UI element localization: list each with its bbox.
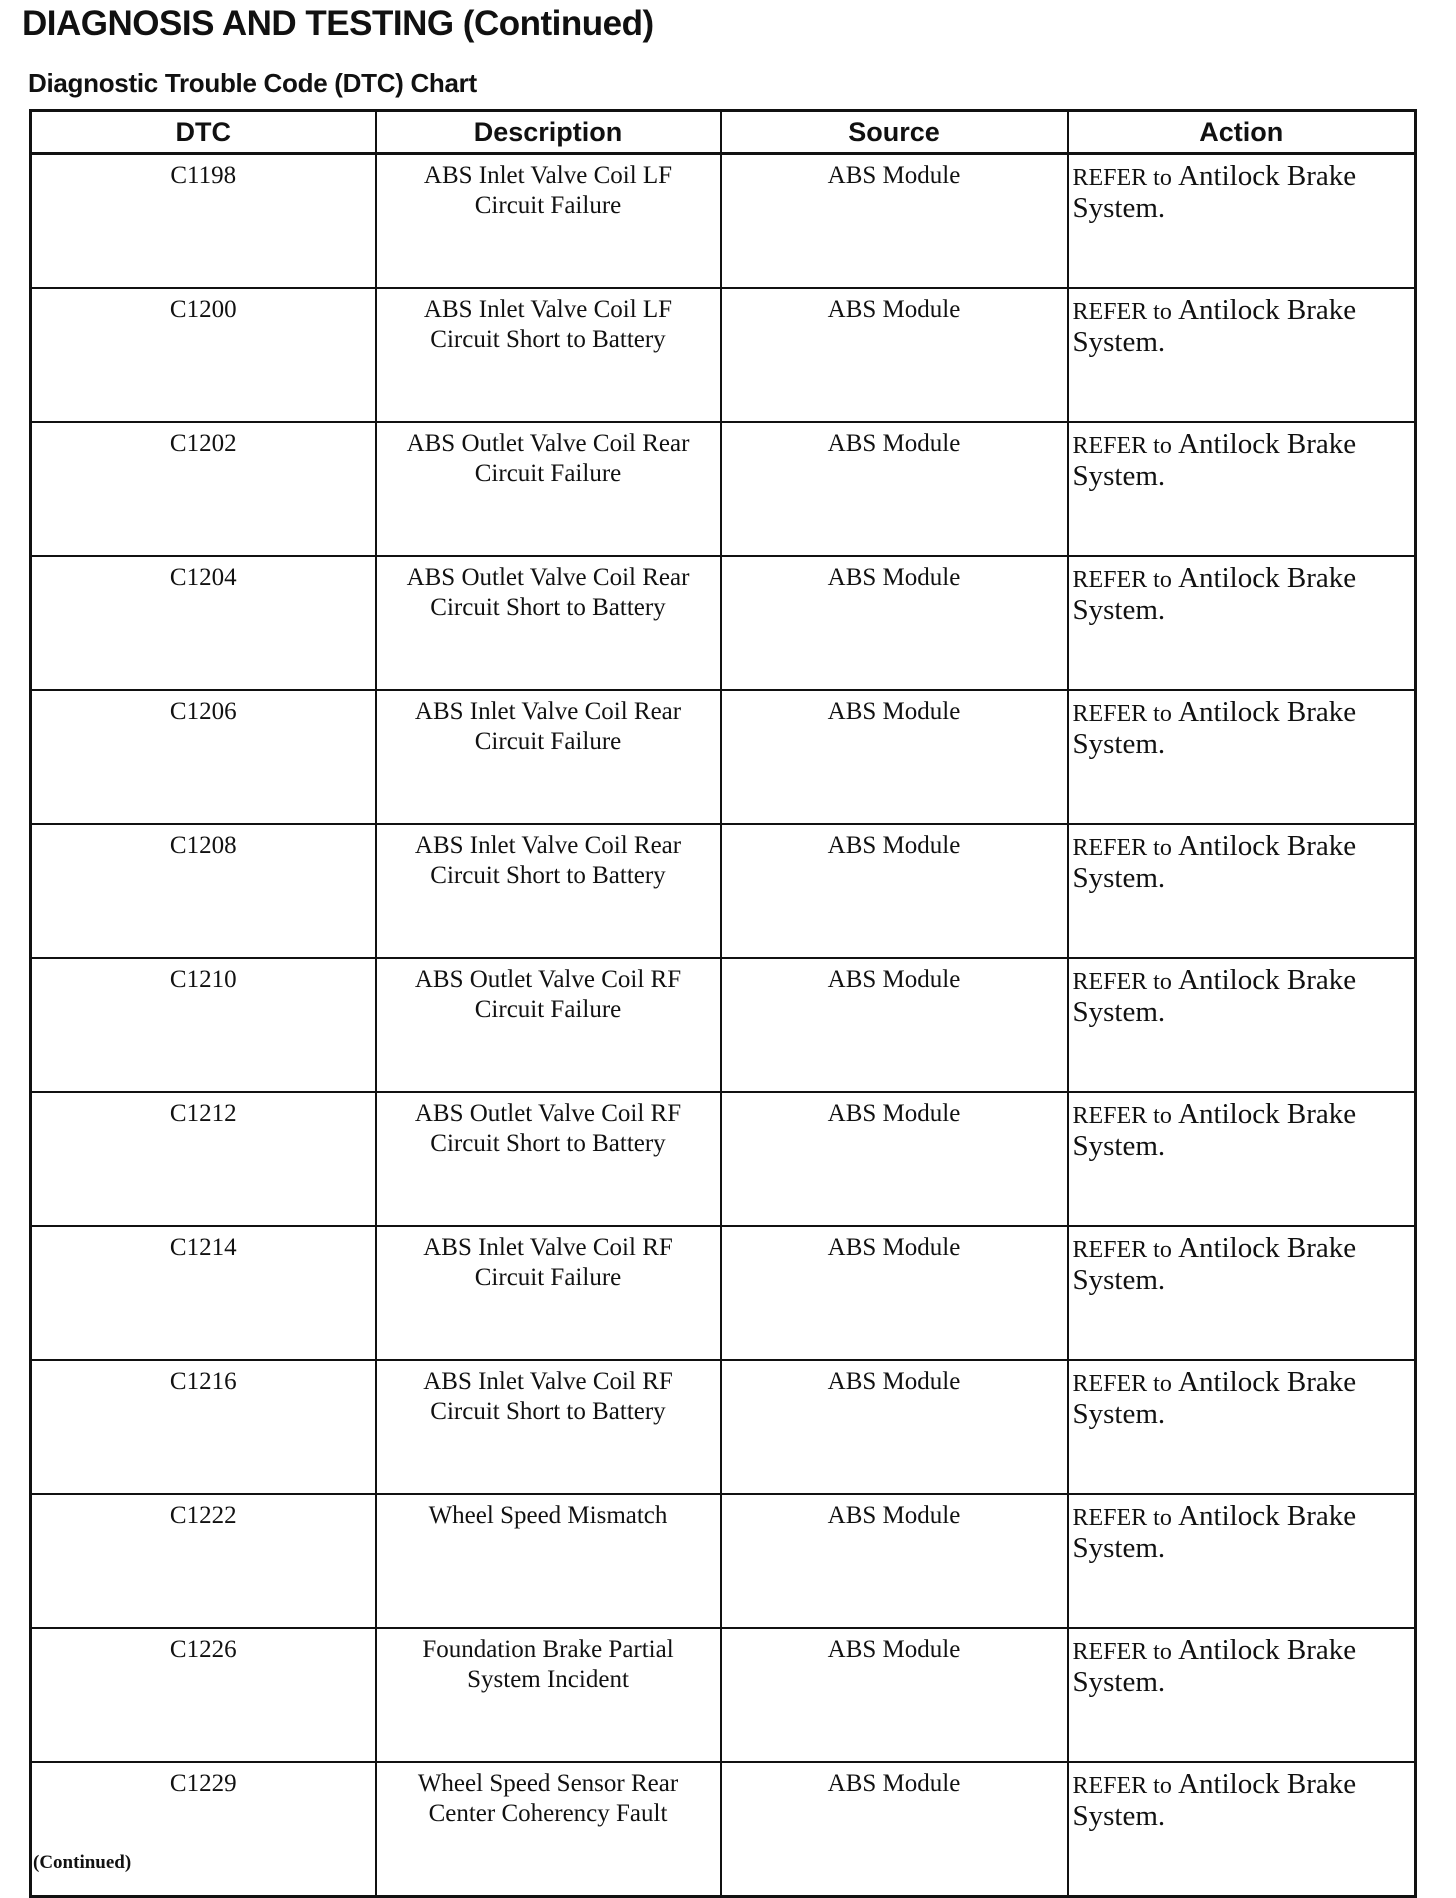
- action-cell: [1068, 154, 1416, 289]
- source-text: ABS Module: [827, 162, 961, 189]
- description-line-2: Center Coherency Fault: [428, 1800, 668, 1827]
- source-text: ABS Module: [827, 1368, 961, 1395]
- description-cell: [376, 422, 721, 556]
- dtc-code: C1208: [169, 832, 237, 859]
- dtc-code: C1229: [169, 1770, 237, 1797]
- action-target-line-2: System.: [1072, 1532, 1166, 1564]
- dtc-code: C1198: [170, 162, 237, 189]
- description-line-2: Circuit Failure: [474, 460, 622, 487]
- table-row: [31, 154, 1416, 289]
- continued-note: (Continued): [33, 1852, 132, 1873]
- source-cell: [721, 1628, 1068, 1762]
- description-line-1: ABS Outlet Valve Coil Rear: [406, 564, 690, 591]
- action-target-line-2: System.: [1072, 1800, 1166, 1832]
- description-cell: [376, 1762, 721, 1897]
- table-row: [31, 1092, 1416, 1226]
- action-cell: [1068, 1226, 1416, 1360]
- action-cell: [1068, 958, 1416, 1092]
- description-cell: [376, 1628, 721, 1762]
- dtc-code-cell: [31, 690, 376, 824]
- dtc-code-cell: [31, 958, 376, 1092]
- dtc-code-cell: [31, 1628, 376, 1762]
- dtc-code-cell: [31, 1226, 376, 1360]
- action-target-line-2: System.: [1072, 1264, 1166, 1296]
- action-refer-text: REFER to: [1072, 1773, 1172, 1799]
- dtc-table: [29, 109, 1417, 1898]
- action-target-line-2: System.: [1072, 862, 1166, 894]
- source-cell: [721, 958, 1068, 1092]
- action-target-link[interactable]: Antilock Brake: [1178, 696, 1357, 728]
- page-title: DIAGNOSIS AND TESTING (Continued): [22, 4, 654, 43]
- section-title: Diagnostic Trouble Code (DTC) Chart: [28, 68, 477, 98]
- action-target-link[interactable]: Antilock Brake: [1178, 160, 1357, 192]
- description-line-1: Foundation Brake Partial: [422, 1636, 674, 1663]
- source-cell: [721, 1494, 1068, 1628]
- description-line-1: ABS Outlet Valve Coil RF: [414, 966, 682, 993]
- action-refer-text: REFER to: [1072, 969, 1172, 995]
- action-refer-text: REFER to: [1072, 835, 1172, 861]
- action-refer-text: REFER to: [1072, 701, 1172, 727]
- action-refer-text: REFER to: [1072, 1505, 1172, 1531]
- dtc-code-cell: [31, 556, 376, 690]
- description-line-2: Circuit Failure: [474, 728, 622, 755]
- table-row: [31, 556, 1416, 690]
- dtc-code: C1200: [169, 296, 237, 323]
- action-target-line-2: System.: [1072, 1130, 1166, 1162]
- dtc-code-cell: [31, 824, 376, 958]
- description-line-1: ABS Outlet Valve Coil RF: [414, 1100, 682, 1127]
- table-row: [31, 958, 1416, 1092]
- source-text: ABS Module: [827, 1234, 961, 1261]
- action-refer-text: REFER to: [1072, 165, 1172, 191]
- description-line-1: Wheel Speed Mismatch: [428, 1502, 668, 1529]
- action-target-link[interactable]: Antilock Brake: [1178, 562, 1357, 594]
- description-cell: [376, 556, 721, 690]
- description-cell: [376, 288, 721, 422]
- dtc-code: C1216: [169, 1368, 237, 1395]
- action-refer-text: REFER to: [1072, 1237, 1172, 1263]
- description-line-1: ABS Inlet Valve Coil RF: [423, 1234, 673, 1261]
- action-cell: [1068, 1628, 1416, 1762]
- description-line-1: ABS Inlet Valve Coil LF: [423, 162, 673, 189]
- dtc-code-cell: [31, 1360, 376, 1494]
- description-line-1: ABS Inlet Valve Coil Rear: [414, 698, 682, 725]
- dtc-code-cell: [31, 1092, 376, 1226]
- source-cell: [721, 556, 1068, 690]
- source-cell: [721, 154, 1068, 289]
- action-cell: [1068, 288, 1416, 422]
- description-cell: [376, 1092, 721, 1226]
- action-target-line-2: System.: [1072, 326, 1166, 358]
- description-line-2: Circuit Short to Battery: [430, 1130, 666, 1157]
- source-text: ABS Module: [827, 698, 961, 725]
- source-text: ABS Module: [827, 1770, 961, 1797]
- action-cell: [1068, 1494, 1416, 1628]
- dtc-code-cell: [31, 154, 376, 289]
- table-row: [31, 1360, 1416, 1494]
- source-text: ABS Module: [827, 1636, 961, 1663]
- action-target-link[interactable]: Antilock Brake: [1178, 964, 1357, 996]
- source-cell: [721, 422, 1068, 556]
- action-target-link[interactable]: Antilock Brake: [1178, 1634, 1357, 1666]
- dtc-code: C1204: [169, 564, 237, 591]
- action-refer-text: REFER to: [1072, 567, 1172, 593]
- source-text: ABS Module: [827, 564, 961, 591]
- action-target-link[interactable]: Antilock Brake: [1178, 1098, 1357, 1130]
- action-cell: [1068, 824, 1416, 958]
- source-text: ABS Module: [827, 430, 961, 457]
- description-line-2: Circuit Short to Battery: [430, 862, 666, 889]
- description-cell: [376, 1226, 721, 1360]
- source-text: ABS Module: [827, 1100, 961, 1127]
- action-target-link[interactable]: Antilock Brake: [1178, 1232, 1357, 1264]
- table-row: [31, 422, 1416, 556]
- dtc-code-cell: [31, 422, 376, 556]
- action-cell: [1068, 690, 1416, 824]
- dtc-code: C1222: [169, 1502, 237, 1529]
- description-cell: [376, 690, 721, 824]
- column-header-dtc: DTC: [31, 111, 376, 154]
- source-text: ABS Module: [827, 966, 961, 993]
- action-cell: [1068, 1360, 1416, 1494]
- description-line-1: Wheel Speed Sensor Rear: [417, 1770, 679, 1797]
- description-line-1: ABS Inlet Valve Coil RF: [423, 1368, 673, 1395]
- action-target-link[interactable]: Antilock Brake: [1178, 1366, 1357, 1398]
- source-cell: [721, 1226, 1068, 1360]
- action-refer-text: REFER to: [1072, 1103, 1172, 1129]
- description-line-2: Circuit Failure: [474, 996, 622, 1023]
- action-cell: [1068, 1762, 1416, 1897]
- table-row: [31, 1762, 1416, 1897]
- action-refer-text: REFER to: [1072, 433, 1172, 459]
- description-line-2: Circuit Short to Battery: [430, 326, 666, 353]
- action-cell: [1068, 556, 1416, 690]
- description-line-2: Circuit Failure: [474, 1264, 622, 1291]
- source-cell: [721, 1360, 1068, 1494]
- source-text: ABS Module: [827, 1502, 961, 1529]
- source-cell: [721, 1762, 1068, 1897]
- table-header-row: [31, 111, 1416, 154]
- source-cell: [721, 288, 1068, 422]
- description-line-2: System Incident: [467, 1666, 629, 1693]
- description-cell: [376, 958, 721, 1092]
- action-refer-text: REFER to: [1072, 1639, 1172, 1665]
- table-row: [31, 1628, 1416, 1762]
- dtc-code-cell: [31, 1762, 376, 1897]
- dtc-code: C1226: [169, 1636, 237, 1663]
- description-line-1: ABS Inlet Valve Coil LF: [423, 296, 673, 323]
- dtc-code: C1212: [169, 1100, 237, 1127]
- description-line-1: ABS Outlet Valve Coil Rear: [406, 430, 690, 457]
- description-line-1: ABS Inlet Valve Coil Rear: [414, 832, 682, 859]
- description-cell: [376, 1360, 721, 1494]
- dtc-code: C1206: [169, 698, 237, 725]
- action-target-line-2: System.: [1072, 594, 1166, 626]
- table-row: [31, 1494, 1416, 1628]
- dtc-code-cell: [31, 1494, 376, 1628]
- description-line-2: Circuit Failure: [474, 192, 622, 219]
- table-row: [31, 288, 1416, 422]
- action-cell: [1068, 422, 1416, 556]
- description-cell: [376, 154, 721, 289]
- source-text: ABS Module: [827, 296, 961, 323]
- source-text: ABS Module: [827, 832, 961, 859]
- column-header-action: Action: [1068, 111, 1416, 154]
- action-cell: [1068, 1092, 1416, 1226]
- column-header-description: Description: [376, 111, 721, 154]
- dtc-code: C1214: [169, 1234, 237, 1261]
- action-target-line-2: System.: [1072, 192, 1166, 224]
- table-body: [31, 154, 1416, 1897]
- action-refer-text: REFER to: [1072, 299, 1172, 325]
- table-row: [31, 824, 1416, 958]
- source-cell: [721, 1092, 1068, 1226]
- description-cell: [376, 824, 721, 958]
- action-target-link[interactable]: Antilock Brake: [1178, 830, 1357, 862]
- action-target-link[interactable]: Antilock Brake: [1178, 428, 1357, 460]
- action-target-line-2: System.: [1072, 460, 1166, 492]
- dtc-code: C1210: [169, 966, 237, 993]
- table-row: [31, 690, 1416, 824]
- dtc-code: C1202: [169, 430, 237, 457]
- action-target-line-2: System.: [1072, 1666, 1166, 1698]
- source-cell: [721, 690, 1068, 824]
- column-header-source: Source: [721, 111, 1068, 154]
- action-target-link[interactable]: Antilock Brake: [1178, 294, 1357, 326]
- description-cell: [376, 1494, 721, 1628]
- table-row: [31, 1226, 1416, 1360]
- action-target-line-2: System.: [1072, 996, 1166, 1028]
- action-target-line-2: System.: [1072, 728, 1166, 760]
- action-refer-text: REFER to: [1072, 1371, 1172, 1397]
- source-cell: [721, 824, 1068, 958]
- description-line-2: Circuit Short to Battery: [430, 1398, 666, 1425]
- action-target-link[interactable]: Antilock Brake: [1178, 1768, 1357, 1800]
- action-target-line-2: System.: [1072, 1398, 1166, 1430]
- action-target-link[interactable]: Antilock Brake: [1178, 1500, 1357, 1532]
- description-line-2: Circuit Short to Battery: [430, 594, 666, 621]
- dtc-code-cell: [31, 288, 376, 422]
